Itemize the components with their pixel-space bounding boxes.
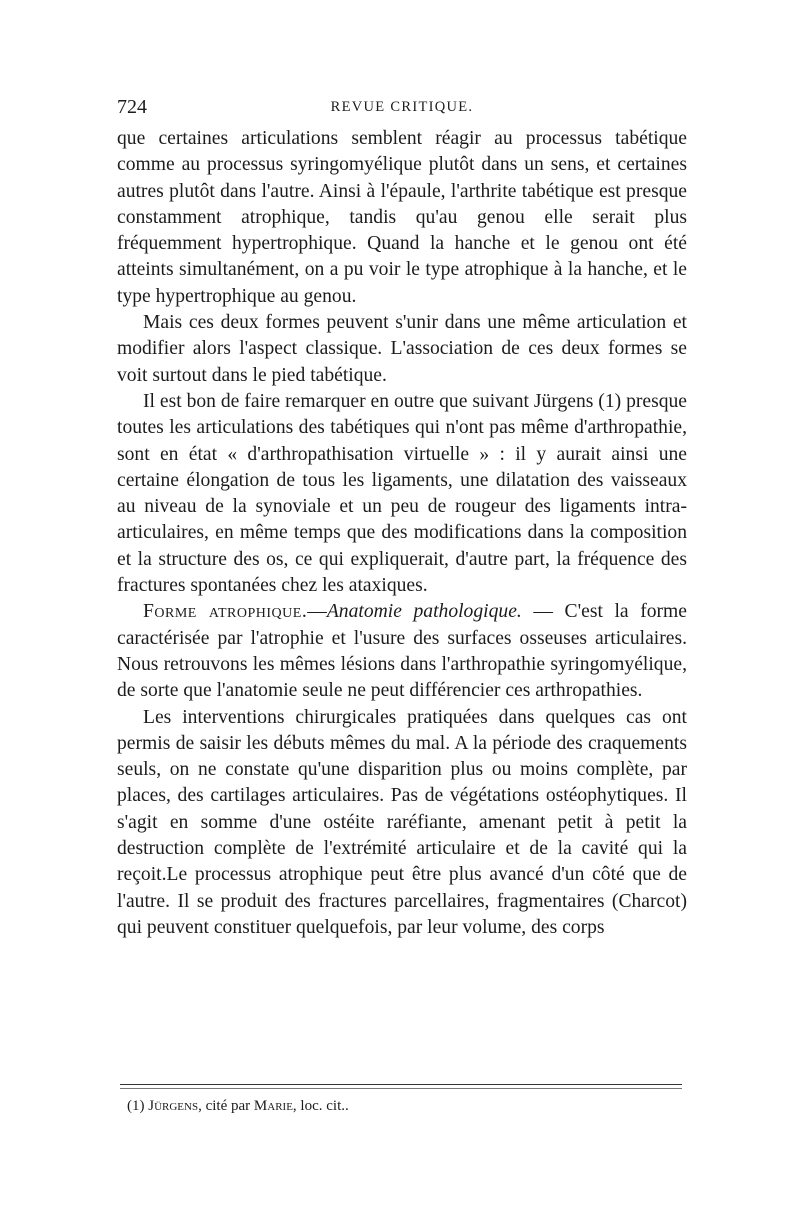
heading-dash: —: [307, 601, 327, 623]
running-title: REVUE CRITIQUE.: [330, 99, 474, 115]
paragraph-atrophic-text: — C'est la forme caractérisée par l'atrophie et l'usure des surfaces osseuses articulaires. Nous retrouvons les mêmes lésions dans l'arthropathie syringomyélique, de sorte que l'anatomie seule ne peut différencier ces arthropathies.: [117, 601, 687, 702]
page-number: 724: [117, 96, 147, 118]
footnote-author: Jürgens: [148, 1098, 199, 1114]
paragraph-jurgens: Il est bon de faire remarquer en outre que suivant Jürgens (1) presque toutes les articulations des tabétiques qui n'ont pas même d'arthropathie, sont en état « d'arthropathisation virtuelle » : il y aurait ainsi une certaine élongation de tous les ligaments, une dilatation des vaisseaux au niveau de la synoviale et un peu de rougeur des ligaments intra-articulaires, en même temps que des modifications dans la composition et la structure des os, ce qui expliquerait, d'autre part, la fréquence des fractures spontanées chez les ataxiques.: [117, 390, 687, 597]
footnote-cited-author: Marie: [253, 1098, 293, 1114]
page-header: [117, 96, 687, 126]
footnote: [127, 1098, 687, 1115]
footnote-tail: , loc. cit..: [292, 1098, 349, 1114]
footnote-rule: [120, 1084, 682, 1085]
paragraph-two-forms: Mais ces deux formes peuvent s'unir dans une même articulation et modifier alors l'aspect classique. L'association de ces deux formes se voit surtout dans le pied tabétique.: [117, 312, 687, 386]
paragraph-interventions: Les interventions chirurgicales pratiquées dans quelques cas ont permis de saisir les débuts mêmes du mal. A la période des craquements seuls, on ne constate qu'une disparition plus ou moins complète, par places, des cartilages articulaires. Pas de végétations ostéophytiques. Il s'agit en somme d'une ostéite raréfiante, amenant petit à petit la destruction complète de l'extrémité articulaire et de la cavité qui la reçoit.Le processus atrophique peut être plus avancé d'un côté que de l'autre. Il se produit des fractures parcellaires, fragmentaires (Charcot) qui peuvent constituer quelquefois, par leur volume, des corps: [117, 706, 687, 938]
paragraph-atrophic-form: [117, 599, 687, 704]
paragraph-continued: que certaines articulations semblent réagir au processus tabétique comme au processus syringomyélique plutôt dans un sens, et certaines autres plutôt dans l'autre. Ainsi à l'épaule, l'arthrite tabétique est presque constamment atrophique, tandis qu'au genou elle serait plus fréquemment hypertrophique. Quand la hanche et le genou ont été atteints simultanément, on a pu voir le type atrophique à la hanche, et le type hypertrophique au genou.: [117, 128, 687, 307]
section-subheading: Anatomie pathologique.: [326, 601, 522, 623]
section-heading: Forme atrophique.: [143, 601, 308, 623]
body-text: [117, 126, 687, 941]
footnote-middle: , cité par: [198, 1098, 254, 1114]
footnote-marker: (1): [127, 1098, 145, 1114]
footnote-rule-secondary: [120, 1088, 682, 1089]
